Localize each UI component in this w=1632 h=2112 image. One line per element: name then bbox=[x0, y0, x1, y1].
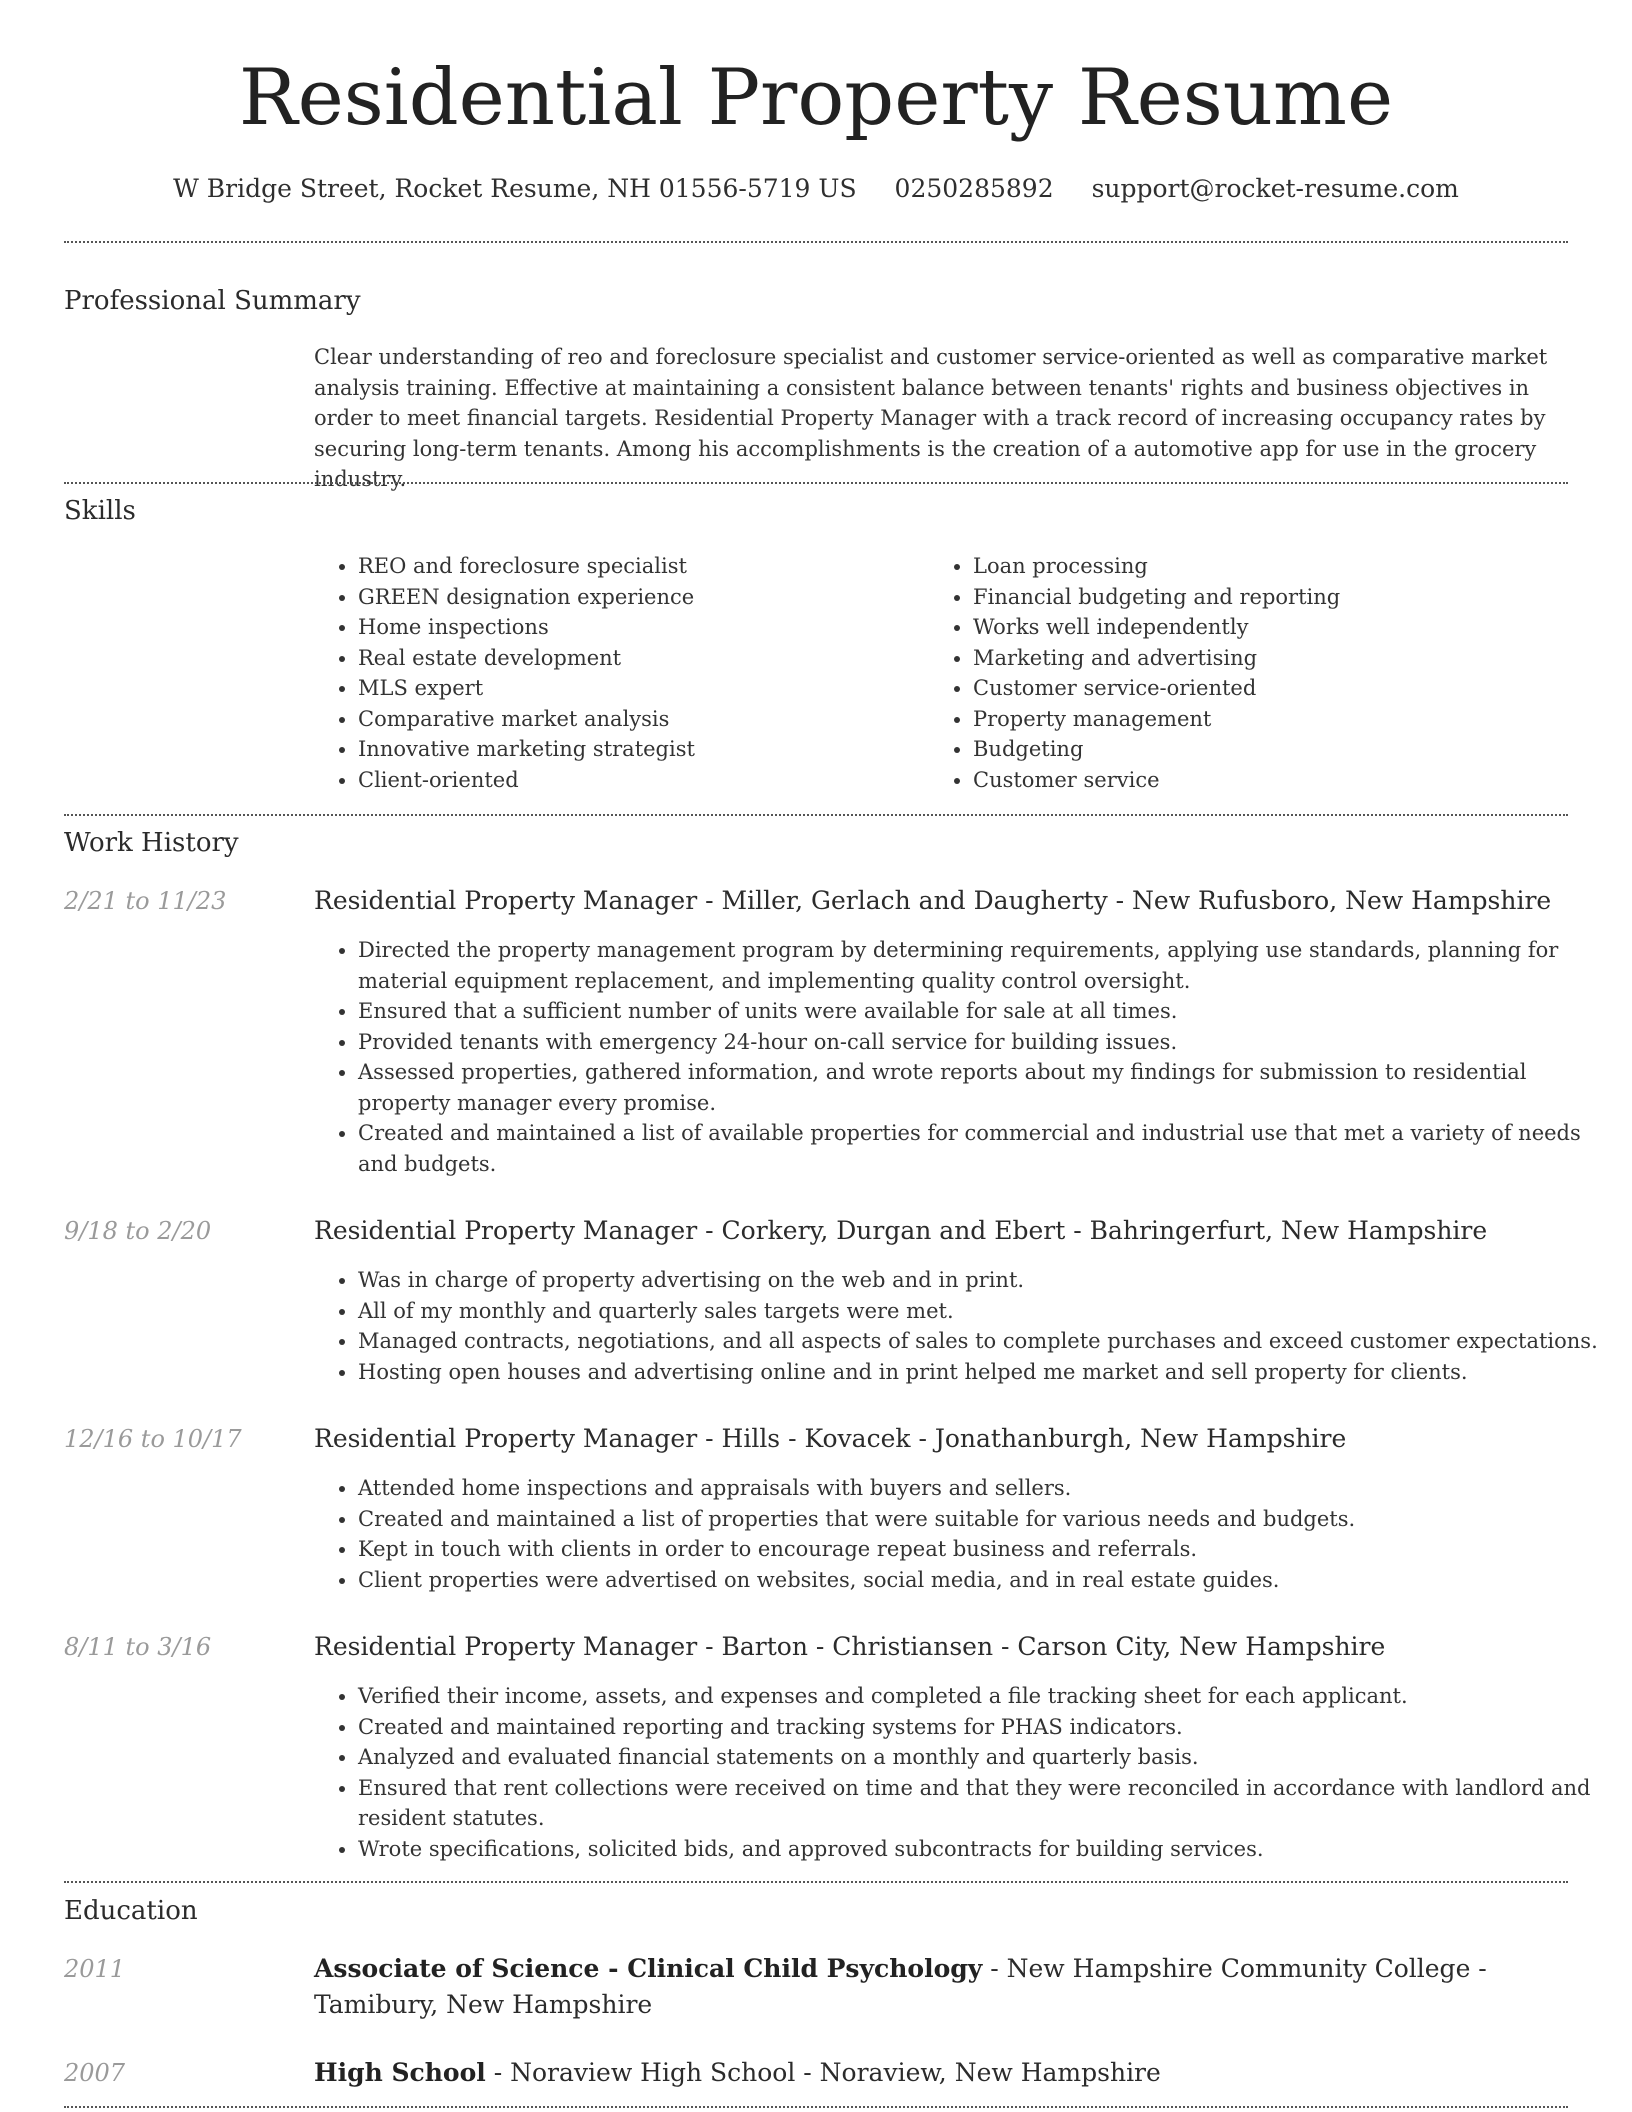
job-bullet: • Attended home inspections and appraisals with buyers and sellers. bbox=[358, 1473, 1612, 1504]
job-bullet: • All of my monthly and quarterly sales targets were met. bbox=[358, 1296, 1612, 1327]
divider bbox=[64, 482, 1568, 484]
job-dates: 8/11 to 3/16 bbox=[64, 1633, 212, 1661]
email: support@rocket-resume.com bbox=[1091, 174, 1459, 203]
job-bullet: • Verified their income, assets, and expenses and completed a file tracking sheet for each applicant. bbox=[358, 1681, 1612, 1712]
summary-text: Clear understanding of reo and foreclosure specialist and customer service-oriented as well as comparative market analysis training. Effective at maintaining a consistent balance between tenants' rights and business objectives in order to meet financial targets. Residential Property Manager with a track record of increasing occupancy rates by securing long-term tenants. Among his accomplishments is the creation of a automotive app for use in the grocery industry. bbox=[314, 345, 1548, 491]
job-bullet: • Assessed properties, gathered information, and wrote reports about my findings for submission to residential property manager every promise. bbox=[358, 1057, 1612, 1118]
job-bullet: • Analyzed and evaluated financial statements on a monthly and quarterly basis. bbox=[358, 1742, 1612, 1773]
job-bullets bbox=[314, 1473, 1612, 1595]
skill-item: • Loan processing bbox=[973, 551, 1533, 582]
section-heading-skills: Skills bbox=[64, 496, 136, 526]
education-degree: High School bbox=[314, 2058, 486, 2087]
job-title: Residential Property Manager - Miller, Gerlach and Daugherty - New Rufusboro, New Hampshire bbox=[314, 886, 1552, 915]
skill-item: • Customer service-oriented bbox=[973, 673, 1533, 704]
skills-list-right bbox=[929, 551, 1533, 795]
job-title: Residential Property Manager - Hills - Kovacek - Jonathanburgh, New Hampshire bbox=[314, 1424, 1347, 1453]
skill-item: • Comparative market analysis bbox=[358, 704, 918, 735]
skill-item: • REO and foreclosure specialist bbox=[358, 551, 918, 582]
divider bbox=[64, 1881, 1568, 1883]
skill-item: • Innovative marketing strategist bbox=[358, 734, 918, 765]
job-bullet: • Provided tenants with emergency 24-hour on-call service for building issues. bbox=[358, 1027, 1612, 1058]
job-bullets bbox=[314, 935, 1612, 1179]
job-bullet: • Ensured that a sufficient number of units were available for sale at all times. bbox=[358, 996, 1612, 1027]
job-bullet: • Directed the property management program by determining requirements, applying use standards, planning for material equipment replacement, and implementing quality control oversight. bbox=[358, 935, 1612, 996]
skill-item: • Budgeting bbox=[973, 734, 1533, 765]
job-dates: 12/16 to 10/17 bbox=[64, 1425, 242, 1453]
job-bullet: • Ensured that rent collections were received on time and that they were reconciled in accordance with landlord and resident statutes. bbox=[358, 1773, 1612, 1834]
education-details: - New Hampshire Community College - Tamibury, New Hampshire bbox=[314, 1954, 1487, 2019]
contact-line bbox=[0, 171, 1632, 207]
job-bullet: • Kept in touch with clients in order to encourage repeat business and referrals. bbox=[358, 1534, 1612, 1565]
skill-item: • Marketing and advertising bbox=[973, 643, 1533, 674]
skill-item: • Financial budgeting and reporting bbox=[973, 582, 1533, 613]
section-heading-summary: Professional Summary bbox=[64, 286, 361, 316]
job-bullet: • Was in charge of property advertising on the web and in print. bbox=[358, 1265, 1612, 1296]
education-details: - Noraview High School - Noraview, New Hampshire bbox=[485, 2058, 1161, 2087]
skill-item: • Client-oriented bbox=[358, 765, 918, 796]
job-bullets bbox=[314, 1265, 1612, 1387]
skill-item: • Works well independently bbox=[973, 612, 1533, 643]
education-year: 2011 bbox=[64, 1955, 126, 1983]
skill-item: • MLS expert bbox=[358, 673, 918, 704]
education-year: 2007 bbox=[64, 2059, 126, 2087]
section-heading-work: Work History bbox=[64, 828, 239, 858]
job-dates: 2/21 to 11/23 bbox=[64, 887, 227, 915]
job-bullet: • Created and maintained a list of properties that were suitable for various needs and budgets. bbox=[358, 1504, 1612, 1535]
divider bbox=[64, 241, 1568, 243]
education-degree: Associate of Science - Clinical Child Psychology bbox=[314, 1954, 983, 1983]
divider bbox=[64, 814, 1568, 816]
resume-title: Residential Property Resume bbox=[238, 53, 1394, 143]
skill-item: • Real estate development bbox=[358, 643, 918, 674]
divider bbox=[64, 2106, 1568, 2108]
job-dates: 9/18 to 2/20 bbox=[64, 1217, 212, 1245]
job-title: Residential Property Manager - Corkery, Durgan and Ebert - Bahringerfurt, New Hampshire bbox=[314, 1216, 1488, 1245]
skill-item: • Home inspections bbox=[358, 612, 918, 643]
skill-item: • GREEN designation experience bbox=[358, 582, 918, 613]
job-bullet: • Wrote specifications, solicited bids, and approved subcontracts for building services. bbox=[358, 1834, 1612, 1865]
education-entry bbox=[314, 2055, 1568, 2091]
job-bullet: • Created and maintained a list of available properties for commercial and industrial use that met a variety of needs and budgets. bbox=[358, 1118, 1612, 1179]
section-heading-education: Education bbox=[64, 1896, 198, 1926]
job-bullets bbox=[314, 1681, 1612, 1864]
job-bullet: • Client properties were advertised on websites, social media, and in real estate guides. bbox=[358, 1565, 1612, 1596]
skills-list-left bbox=[314, 551, 918, 795]
phone: 0250285892 bbox=[894, 174, 1054, 203]
address: W Bridge Street, Rocket Resume, NH 01556-5719 US bbox=[173, 174, 857, 203]
job-bullet: • Managed contracts, negotiations, and all aspects of sales to complete purchases and exceed customer expectations. bbox=[358, 1326, 1612, 1357]
job-bullet: • Created and maintained reporting and tracking systems for PHAS indicators. bbox=[358, 1712, 1612, 1743]
education-entry bbox=[314, 1951, 1568, 2023]
job-title: Residential Property Manager - Barton - Christiansen - Carson City, New Hampshire bbox=[314, 1632, 1386, 1661]
job-bullet: • Hosting open houses and advertising online and in print helped me market and sell property for clients. bbox=[358, 1357, 1612, 1388]
skill-item: • Property management bbox=[973, 704, 1533, 735]
skill-item: • Customer service bbox=[973, 765, 1533, 796]
